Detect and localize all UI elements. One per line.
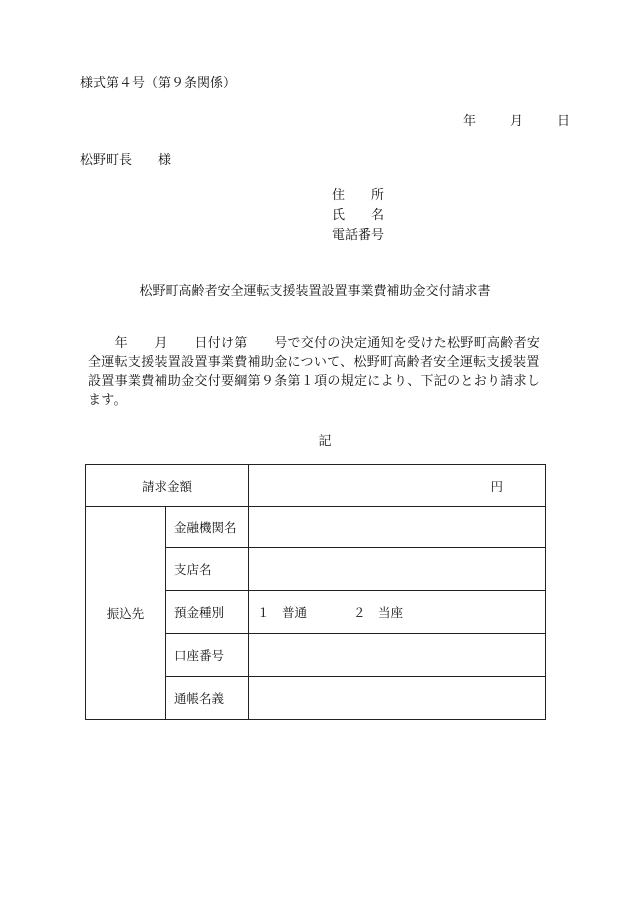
- ki-label: 記: [318, 434, 332, 449]
- form-number: 様式第４号（第９条関係）: [80, 76, 237, 91]
- date-line: [463, 110, 570, 129]
- account-type-field[interactable]: [249, 591, 546, 634]
- amount-unit: 円: [490, 478, 503, 494]
- branch-label: 支店名: [166, 548, 249, 591]
- document-title: 松野町高齢者安全運転支援装置設置事業費補助金交付請求書: [139, 284, 491, 299]
- bank-field[interactable]: [249, 507, 546, 548]
- applicant-block: [332, 186, 384, 246]
- account-holder-label: 通帳名義: [166, 677, 249, 720]
- date-year: 年: [462, 114, 476, 129]
- transfer-label: 振込先: [86, 507, 166, 720]
- claim-table: [85, 464, 546, 720]
- date-month: 月: [509, 114, 523, 129]
- branch-field[interactable]: [249, 548, 546, 591]
- addressee: 松野町長 様: [80, 153, 172, 168]
- account-type-label: 預金種別: [166, 591, 249, 634]
- amount-row: [86, 465, 546, 507]
- account-number-label: 口座番号: [166, 634, 249, 677]
- date-day: 日: [556, 114, 570, 129]
- account-type-option-2[interactable]: ２ 当座: [353, 605, 404, 620]
- address-label: 住 所: [332, 188, 385, 203]
- amount-field[interactable]: [249, 465, 546, 507]
- body-text: 年 月 日付け第 号で交付の決定通知を受けた松野町高齢者安全運転支援装置設置事業費補助金について、松野町高齢者安全運転支援装置設置事業費補助金交付要綱第９条第１項の規定により、下記のとおり請求します。: [88, 336, 541, 408]
- name-label: 氏 名: [332, 208, 385, 223]
- account-holder-field[interactable]: [249, 677, 546, 720]
- phone-label: 電話番号: [332, 228, 385, 243]
- amount-label: 請求金額: [86, 465, 249, 507]
- account-type-option-1[interactable]: １ 普通: [257, 605, 308, 620]
- bank-label: 金融機関名: [166, 507, 249, 548]
- bank-row: [86, 507, 546, 548]
- account-number-field[interactable]: [249, 634, 546, 677]
